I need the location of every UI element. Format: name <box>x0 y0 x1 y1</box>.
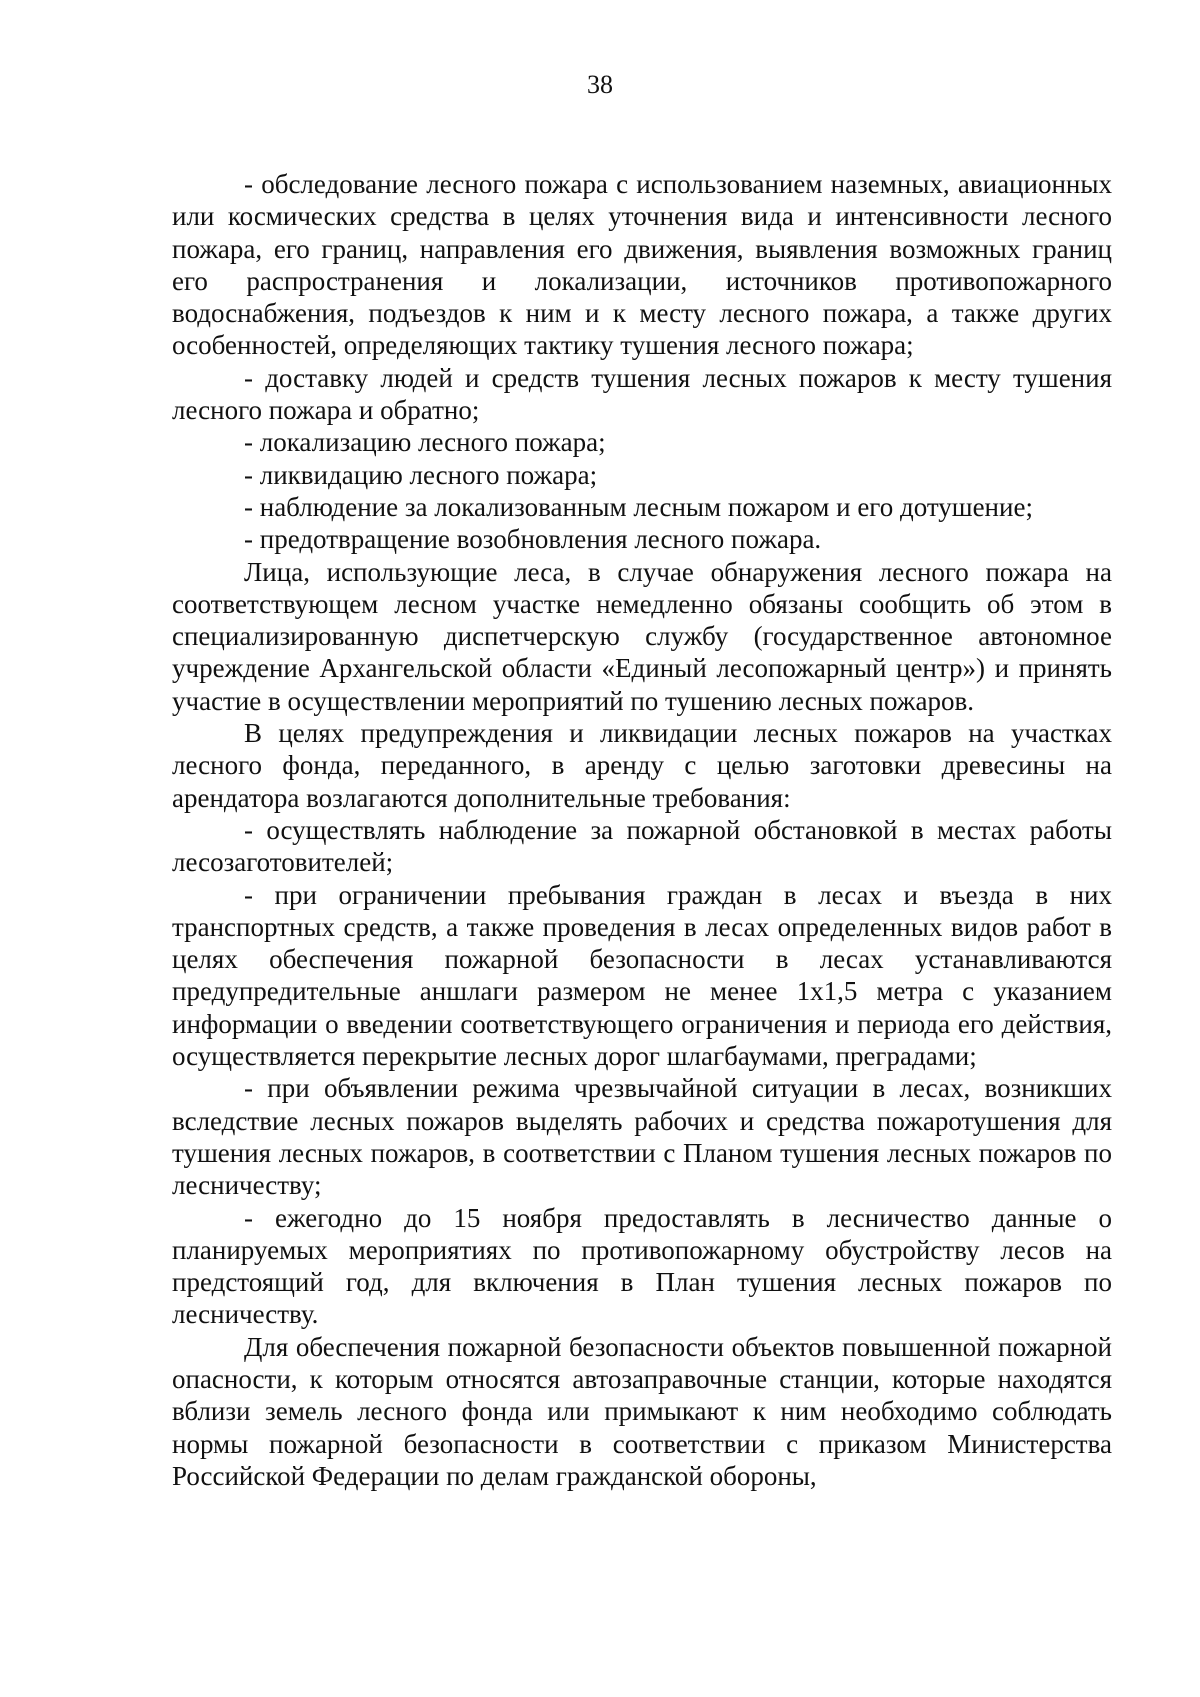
paragraph-emergency-item: - при объявлении режима чрезвычайной ситуации в лесах, возникших вследствие лесных пожаров выделять рабочих и средства пожаротушения для тушения лесных пожаров, в соответствии с Планом тушения лесных пожаров по лесничеству; <box>172 1073 1112 1201</box>
paragraph-monitoring-item: - наблюдение за локализованным лесным пожаром и его дотушение; <box>244 491 1033 522</box>
paragraph-restriction-item: - при ограничении пребывания граждан в лесах и въезда в них транспортных средств, а также проведения в лесах определенных видов работ в целях обеспечения пожарной безопасности в лесах устанавливаются предупредительные аншлаги размером не менее 1х1,5 метра с указанием информации о введении соответствующего ограничения и периода его действия, осуществляется перекрытие лесных дорог шлагбаумами, преградами; <box>172 879 1112 1072</box>
paragraph-forest-users: Лица, использующие леса, в случае обнаружения лесного пожара на соответствующем лесном участке немедленно обязаны сообщить об этом в специализированную диспетчерскую службу (государственное автономное учреждение Архангельской области «Единый лесопожарный центр») и принять участие в осуществлении мероприятий по тушению лесных пожаров. <box>172 556 1112 716</box>
paragraph-fire-safety-objects: Для обеспечения пожарной безопасности объектов повышенной пожарной опасности, к которым относятся автозаправочные станции, которые находятся вблизи земель лесного фонда или примыкают к ним необходимо соблюдать нормы пожарной безопасности в соответствии с приказом Министерства Российской Федерации по делам гражданской обороны, <box>172 1331 1112 1491</box>
paragraph-survey-item: - обследование лесного пожара с использованием наземных, авиационных или космических средства в целях уточнения вида и интенсивности лесного пожара, его границ, направления его движения, выявления возможных границ его распространения и локализации, источников противопожарного водоснабжения, подъездов к ним и к месту лесного пожара, а также других особенностей, определяющих тактику тушения лесного пожара; <box>172 169 1112 361</box>
document-body <box>172 168 1112 1492</box>
paragraph-delivery-item: - доставку людей и средств тушения лесных пожаров к месту тушения лесного пожара и обратно; <box>172 362 1112 426</box>
paragraph-observation-item: - осуществлять наблюдение за пожарной обстановкой в местах работы лесозаготовителей; <box>172 814 1112 878</box>
paragraph-liquidation-item: - ликвидацию лесного пожара; <box>244 459 598 490</box>
paragraph-tenant-requirements: В целях предупреждения и ликвидации лесных пожаров на участках лесного фонда, переданного, в аренду с целью заготовки древесины на арендатора возлагаются дополнительные требования: <box>172 718 1112 813</box>
paragraph-localization-item: - локализацию лесного пожара; <box>244 427 606 458</box>
paragraph-annual-report-item: - ежегодно до 15 ноября предоставлять в лесничество данные о планируемых мероприятиях по противопожарному обустройству лесов на предстоящий год, для включения в План тушения лесных пожаров по лесничеству. <box>172 1202 1112 1330</box>
page-number: 38 <box>587 70 613 99</box>
paragraph-prevention-item: - предотвращение возобновления лесного пожара. <box>244 524 822 555</box>
